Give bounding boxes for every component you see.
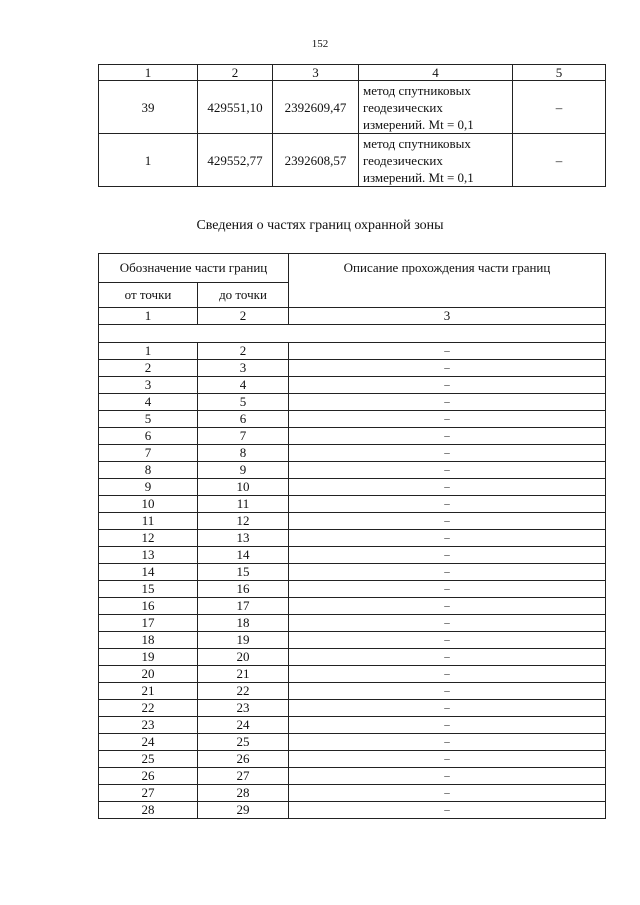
method-cell bbox=[359, 134, 513, 187]
method-line: измерений. Mt = 0,1 bbox=[363, 169, 474, 185]
from-point-cell: 24 bbox=[99, 734, 198, 751]
description-cell: – bbox=[289, 479, 606, 496]
from-point-cell: 10 bbox=[99, 496, 198, 513]
description-cell: – bbox=[289, 683, 606, 700]
page-number: 152 bbox=[311, 38, 329, 50]
description-cell: – bbox=[289, 768, 606, 785]
table-row bbox=[99, 717, 606, 734]
from-point-cell: 3 bbox=[99, 377, 198, 394]
from-point-cell: 18 bbox=[99, 632, 198, 649]
to-point-cell: 4 bbox=[198, 377, 289, 394]
table-row bbox=[99, 802, 606, 819]
to-point-cell: 3 bbox=[198, 360, 289, 377]
coordinates-row bbox=[99, 134, 606, 187]
from-point-cell: 2 bbox=[99, 360, 198, 377]
table-row bbox=[99, 683, 606, 700]
table-row bbox=[99, 734, 606, 751]
border-parts-table bbox=[98, 253, 606, 819]
description-cell: – bbox=[289, 411, 606, 428]
description-cell: – bbox=[289, 700, 606, 717]
to-point-cell: 22 bbox=[198, 683, 289, 700]
description-cell: – bbox=[289, 547, 606, 564]
from-point-cell: 28 bbox=[99, 802, 198, 819]
description-cell: – bbox=[289, 377, 606, 394]
table-row bbox=[99, 343, 606, 360]
from-point-cell: 15 bbox=[99, 581, 198, 598]
to-point-cell: 19 bbox=[198, 632, 289, 649]
to-point-cell: 20 bbox=[198, 649, 289, 666]
to-point-cell: 12 bbox=[198, 513, 289, 530]
from-point-cell: 8 bbox=[99, 462, 198, 479]
table-row bbox=[99, 649, 606, 666]
table-row bbox=[99, 700, 606, 717]
table-row bbox=[99, 581, 606, 598]
description-cell: – bbox=[289, 615, 606, 632]
description-cell: – bbox=[289, 751, 606, 768]
from-point-cell: 16 bbox=[99, 598, 198, 615]
description-cell: – bbox=[289, 513, 606, 530]
table-row bbox=[99, 411, 606, 428]
from-point-cell: 4 bbox=[99, 394, 198, 411]
from-point-cell: 19 bbox=[99, 649, 198, 666]
description-cell: – bbox=[289, 785, 606, 802]
description-cell: – bbox=[289, 428, 606, 445]
to-point-cell: 18 bbox=[198, 615, 289, 632]
description-cell: – bbox=[289, 530, 606, 547]
from-point-cell: 12 bbox=[99, 530, 198, 547]
description-header: Описание прохождения части границ bbox=[289, 254, 606, 308]
description-cell: – bbox=[289, 564, 606, 581]
description-cell: – bbox=[289, 360, 606, 377]
table-row bbox=[99, 785, 606, 802]
description-cell: – bbox=[289, 462, 606, 479]
to-point-cell: 5 bbox=[198, 394, 289, 411]
from-point-cell: 7 bbox=[99, 445, 198, 462]
table-row bbox=[99, 394, 606, 411]
table-row bbox=[99, 547, 606, 564]
description-cell: – bbox=[289, 649, 606, 666]
to-point-cell: 26 bbox=[198, 751, 289, 768]
section-title: Сведения о частях границ охранной зоны bbox=[196, 218, 444, 233]
from-point-header: от точки bbox=[99, 283, 198, 308]
parts-col-numbers-row bbox=[99, 308, 606, 325]
description-cell: – bbox=[289, 581, 606, 598]
table-row bbox=[99, 615, 606, 632]
col5-cell: – bbox=[513, 81, 606, 134]
col-number-1: 1 bbox=[99, 65, 198, 81]
table-row bbox=[99, 530, 606, 547]
table-row bbox=[99, 768, 606, 785]
table-row bbox=[99, 751, 606, 768]
to-point-cell: 11 bbox=[198, 496, 289, 513]
to-point-header: до точки bbox=[198, 283, 289, 308]
table-row bbox=[99, 666, 606, 683]
from-point-cell: 9 bbox=[99, 479, 198, 496]
table-row bbox=[99, 564, 606, 581]
description-cell: – bbox=[289, 343, 606, 360]
from-point-cell: 13 bbox=[99, 547, 198, 564]
to-point-cell: 29 bbox=[198, 802, 289, 819]
from-point-cell: 5 bbox=[99, 411, 198, 428]
table-row bbox=[99, 598, 606, 615]
col5-cell: – bbox=[513, 134, 606, 187]
to-point-cell: 2 bbox=[198, 343, 289, 360]
table-row bbox=[99, 632, 606, 649]
description-cell: – bbox=[289, 666, 606, 683]
col-number-3: 3 bbox=[273, 65, 359, 81]
coordinates-header-row bbox=[99, 65, 606, 81]
col-number-5: 5 bbox=[513, 65, 606, 81]
from-point-cell: 11 bbox=[99, 513, 198, 530]
from-point-cell: 27 bbox=[99, 785, 198, 802]
description-cell: – bbox=[289, 394, 606, 411]
from-point-cell: 23 bbox=[99, 717, 198, 734]
table-row bbox=[99, 513, 606, 530]
designation-header: Обозначение части границ bbox=[99, 254, 289, 283]
coordinates-row bbox=[99, 81, 606, 134]
to-point-cell: 16 bbox=[198, 581, 289, 598]
to-point-cell: 13 bbox=[198, 530, 289, 547]
table-row bbox=[99, 479, 606, 496]
description-cell: – bbox=[289, 734, 606, 751]
table-row bbox=[99, 377, 606, 394]
to-point-cell: 15 bbox=[198, 564, 289, 581]
point-number-cell: 1 bbox=[99, 134, 198, 187]
method-line: метод спутниковых bbox=[363, 135, 471, 151]
description-cell: – bbox=[289, 445, 606, 462]
from-point-cell: 20 bbox=[99, 666, 198, 683]
to-point-cell: 27 bbox=[198, 768, 289, 785]
to-point-cell: 23 bbox=[198, 700, 289, 717]
to-point-cell: 9 bbox=[198, 462, 289, 479]
table-row bbox=[99, 428, 606, 445]
to-point-cell: 8 bbox=[198, 445, 289, 462]
to-point-cell: 10 bbox=[198, 479, 289, 496]
parts-spacer-row bbox=[99, 325, 606, 343]
description-cell: – bbox=[289, 717, 606, 734]
description-cell: – bbox=[289, 632, 606, 649]
to-point-cell: 21 bbox=[198, 666, 289, 683]
col-number-2: 2 bbox=[198, 65, 273, 81]
description-cell: – bbox=[289, 496, 606, 513]
point-number-cell: 39 bbox=[99, 81, 198, 134]
col-number-3: 3 bbox=[289, 308, 606, 325]
col-number-2: 2 bbox=[198, 308, 289, 325]
from-point-cell: 1 bbox=[99, 343, 198, 360]
to-point-cell: 7 bbox=[198, 428, 289, 445]
method-line: геодезических bbox=[363, 99, 443, 115]
col-number-4: 4 bbox=[359, 65, 513, 81]
parts-header-row bbox=[99, 254, 606, 283]
y-coordinate-cell: 2392609,47 bbox=[273, 81, 359, 134]
col-number-1: 1 bbox=[99, 308, 198, 325]
table-row bbox=[99, 360, 606, 377]
spacer-cell bbox=[99, 325, 606, 343]
method-cell bbox=[359, 81, 513, 134]
method-line: метод спутниковых bbox=[363, 82, 471, 98]
to-point-cell: 14 bbox=[198, 547, 289, 564]
from-point-cell: 22 bbox=[99, 700, 198, 717]
coordinates-table bbox=[98, 64, 606, 187]
from-point-cell: 17 bbox=[99, 615, 198, 632]
method-line: геодезических bbox=[363, 152, 443, 168]
from-point-cell: 6 bbox=[99, 428, 198, 445]
description-cell: – bbox=[289, 802, 606, 819]
to-point-cell: 25 bbox=[198, 734, 289, 751]
from-point-cell: 14 bbox=[99, 564, 198, 581]
table-row bbox=[99, 445, 606, 462]
description-cell: – bbox=[289, 598, 606, 615]
method-line: измерений. Mt = 0,1 bbox=[363, 116, 474, 132]
from-point-cell: 26 bbox=[99, 768, 198, 785]
table-row bbox=[99, 462, 606, 479]
to-point-cell: 6 bbox=[198, 411, 289, 428]
x-coordinate-cell: 429552,77 bbox=[198, 134, 273, 187]
to-point-cell: 24 bbox=[198, 717, 289, 734]
to-point-cell: 28 bbox=[198, 785, 289, 802]
x-coordinate-cell: 429551,10 bbox=[198, 81, 273, 134]
from-point-cell: 21 bbox=[99, 683, 198, 700]
y-coordinate-cell: 2392608,57 bbox=[273, 134, 359, 187]
table-row bbox=[99, 496, 606, 513]
from-point-cell: 25 bbox=[99, 751, 198, 768]
to-point-cell: 17 bbox=[198, 598, 289, 615]
